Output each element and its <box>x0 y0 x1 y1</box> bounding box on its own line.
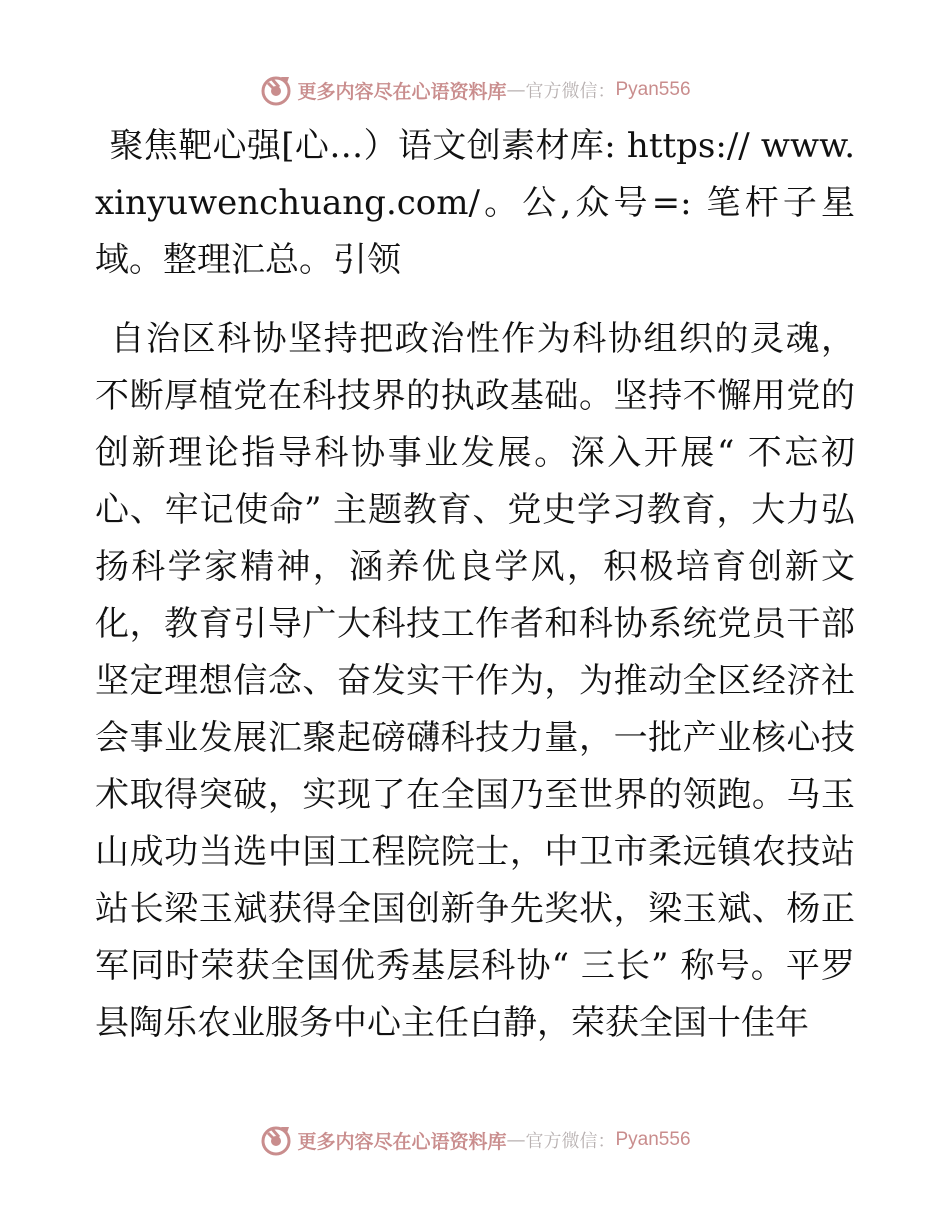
footer-banner-wechat-id: Pyan556 <box>615 1129 691 1150</box>
banner-wechat-label: 官方微信： <box>525 81 616 102</box>
logo-icon <box>259 73 293 107</box>
footer-banner-separator: — <box>506 1129 526 1151</box>
footer-banner-title: 更多内容尽在心语资料库 <box>297 1130 507 1153</box>
header-banner <box>0 70 950 110</box>
paragraph-intro-text: 聚焦靶心强[心…）语文创素材库: https:// www.xinyuwenchuang.com/。公,众号=: 笔杆子星域。整理汇总。引领 <box>95 126 855 280</box>
paragraph-main-text: 自治区科协坚持把政治性作为科协组织的灵魂，不断厚植党在科技界的执政基础。坚持不懈用党的创新理论指导科协事业发展。深入开展“ 不忘初心、牢记使命” 主题教育、党史学习教育，大力弘扬科学家精神，涵养优良学风，积极培育创新文化，教育引导广大科技工作者和科协系统党员干部坚定理想信念、奋发实干作为，为推动全区经济社会事业发展汇聚起磅礴科技力量，一批产业核心技术取得突破，实现了在全国乃至世界的领跑。马玉山成功当选中国工程院院士，中卫市柔远镇农技站站长梁玉斌获得全国创新争先奖状，梁玉斌、杨正军同时荣获全国优秀基层科协“ 三长” 称号。平罗县陶乐农业服务中心主任白静，荣获全国十佳年 <box>95 319 855 1043</box>
paragraph-intro <box>95 118 855 289</box>
footer-banner <box>0 1120 950 1160</box>
footer-banner-wechat-label: 官方微信： <box>525 1131 616 1152</box>
banner-wechat-id: Pyan556 <box>615 79 691 100</box>
paragraph-main <box>95 311 855 1052</box>
banner-separator: — <box>506 79 526 101</box>
logo-icon <box>259 1123 293 1157</box>
banner-title: 更多内容尽在心语资料库 <box>297 80 507 103</box>
